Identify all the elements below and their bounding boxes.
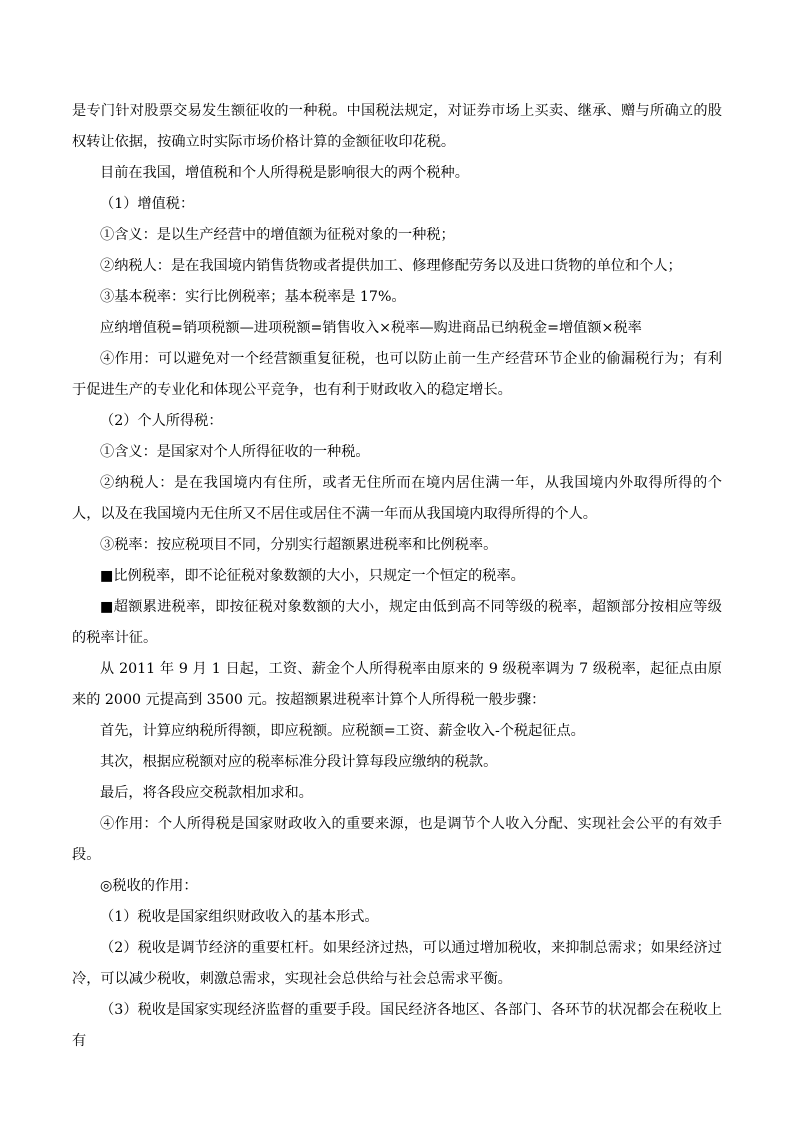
paragraph-vat-formula: 应纳增值税=销项税额—进项税额=销售收入×税率—购进商品已纳税金=增值额×税率 <box>100 320 642 336</box>
heading-personal-income-tax: （2）个人所得税： <box>100 413 223 429</box>
paragraph-vat-meaning: ①含义：是以生产经营中的增值额为征税对象的一种税； <box>100 227 455 243</box>
paragraph-major-taxes: 目前在我国，增值税和个人所得税是影响很大的两个税种。 <box>100 165 469 181</box>
paragraph-pit-function: ④作用：个人所得税是国家财政收入的重要来源，也是调节个人收入分配、实现社会公平的有效手段。 <box>72 816 722 863</box>
paragraph-stamp-tax-definition: 是专门针对股票交易发生额征收的一种税。中国税法规定，对证券市场上买卖、继承、赠与所确立的股权转让依据，按确立时实际市场价格计算的金额征收印花税。 <box>72 103 722 150</box>
paragraph-role-regulation: （2）税收是调节经济的重要杠杆。如果经济过热，可以通过增加税收，来抑制总需求；如果经济过冷，可以减少税收，刺激总需求，实现社会总供给与社会总需求平衡。 <box>72 940 722 987</box>
paragraph-step-first: 首先，计算应纳税所得额，即应税额。应税额=工资、薪金收入-个税起征点。 <box>100 723 585 739</box>
paragraph-role-revenue: （1）税收是国家组织财政收入的基本形式。 <box>100 909 379 925</box>
paragraph-step-second: 其次，根据应税额对应的税率标准分段计算每段应缴纳的税款。 <box>100 754 498 770</box>
paragraph-pit-meaning: ①含义：是国家对个人所得征收的一种税。 <box>100 444 370 460</box>
paragraph-role-supervision: （3）税收是国家实现经济监督的重要手段。国民经济各地区、各部门、各环节的状况都会在税收上有 <box>72 1002 722 1049</box>
paragraph-progressive-rate: ■超额累进税率，即按征税对象数额的大小，规定由低到高不同等级的税率，超额部分按相应等级的税率计征。 <box>72 599 722 646</box>
paragraph-2011-reform: 从 2011 年 9 月 1 日起，工资、薪金个人所得税率由原来的 9 级税率调为 7 级税率，起征点由原来的 2000 元提高到 3500 元。按超额累进税率计算个人所得税一般步骤： <box>72 661 722 708</box>
paragraph-pit-taxpayer: ②纳税人：是在我国境内有住所，或者无住所而在境内居住满一年，从我国境内外取得所得的个人，以及在我国境内无住所又不居住或居住不满一年而从我国境内取得所得的个人。 <box>72 475 722 522</box>
heading-tax-roles: ◎税收的作用： <box>100 878 198 894</box>
paragraph-vat-function: ④作用：可以避免对一个经营额重复征税，也可以防止前一生产经营环节企业的偷漏税行为；有利于促进生产的专业化和体现公平竞争，也有利于财政收入的稳定增长。 <box>72 351 722 398</box>
paragraph-proportional-rate: ■比例税率，即不论征税对象数额的大小，只规定一个恒定的税率。 <box>100 568 525 584</box>
paragraph-vat-taxpayer: ②纳税人：是在我国境内销售货物或者提供加工、修理修配劳务以及进口货物的单位和个人； <box>100 258 682 274</box>
paragraph-vat-rate: ③基本税率：实行比例税率；基本税率是 17%。 <box>100 289 406 305</box>
paragraph-step-last: 最后，将各段应交税款相加求和。 <box>100 785 313 801</box>
document-body <box>72 96 722 1057</box>
heading-value-added-tax: （1）增值税： <box>100 196 195 212</box>
paragraph-pit-rate: ③税率：按应税项目不同，分别实行超额累进税率和比例税率。 <box>100 537 498 553</box>
